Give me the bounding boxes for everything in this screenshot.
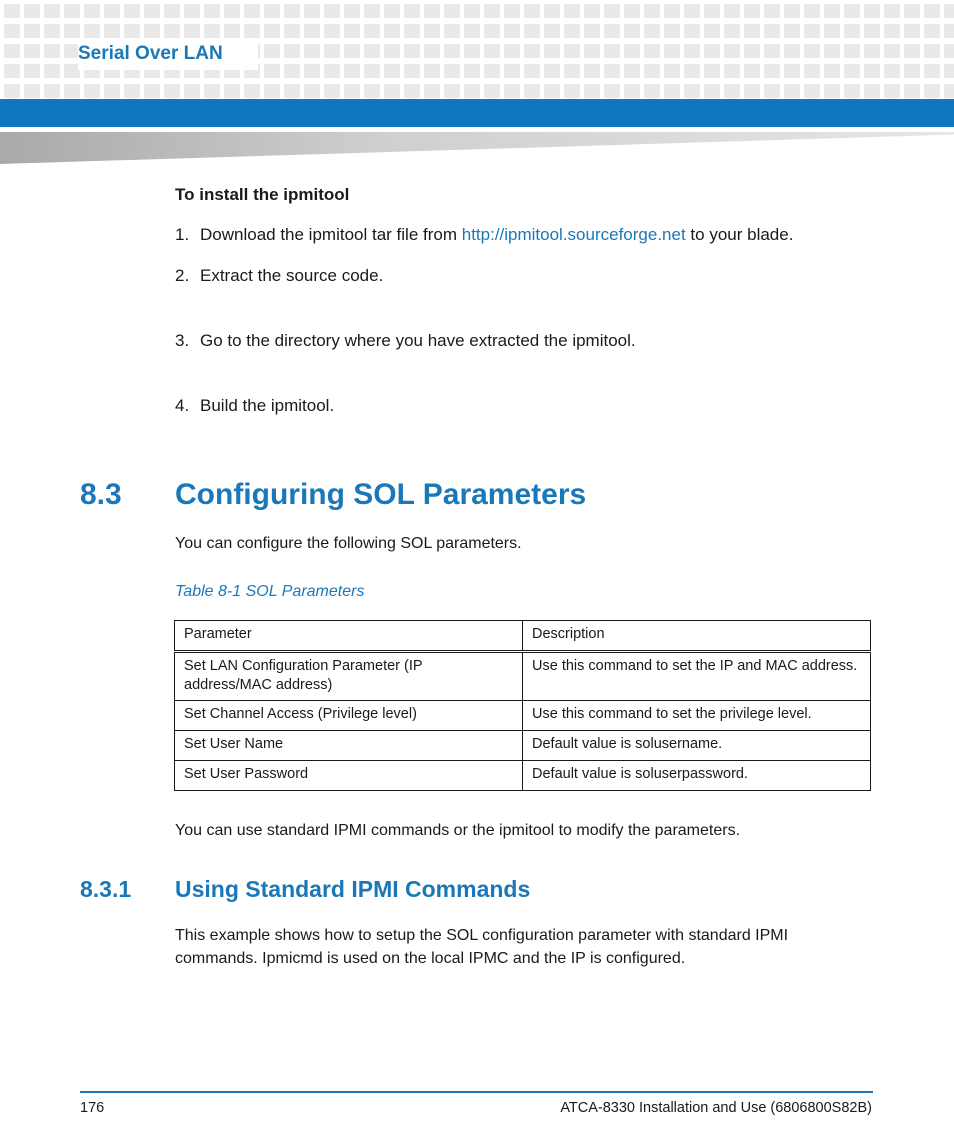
table-header-row — [175, 621, 871, 652]
step-number: 3. — [175, 331, 190, 350]
step-2 — [175, 266, 383, 286]
table-cell: Use this command to set the privilege level. — [523, 701, 871, 731]
step-text: Build the ipmitool. — [200, 396, 335, 415]
header-blue-bar — [0, 99, 954, 127]
table-row — [175, 652, 871, 701]
table-row — [175, 761, 871, 791]
table-header-cell: Parameter — [175, 621, 523, 652]
table-row — [175, 701, 871, 731]
subsection-number: 8.3.1 — [80, 876, 132, 902]
table-cell: Use this command to set the IP and MAC address. — [523, 652, 871, 701]
step-number: 4. — [175, 396, 190, 415]
table-cell: Default value is soluserpassword. — [523, 761, 871, 791]
footer-rule — [80, 1091, 873, 1093]
ipmitool-link[interactable]: http://ipmitool.sourceforge.net — [461, 225, 686, 244]
step-number: 2. — [175, 266, 190, 285]
table-cell: Set User Name — [175, 731, 523, 761]
table-header-cell: Description — [523, 621, 871, 652]
section-number: 8.3 — [80, 478, 122, 511]
subsection-heading — [80, 876, 530, 903]
table-row — [175, 731, 871, 761]
table-cell: Set Channel Access (Privilege level) — [175, 701, 523, 731]
step-1 — [175, 225, 793, 245]
subsection-paragraph: This example shows how to setup the SOL configuration parameter with standard IPMI commands. Ipmicmd is used on the local IPMC and the IP is configured. — [175, 927, 789, 967]
header-grey-swoosh — [0, 132, 954, 164]
document-title: ATCA-8330 Installation and Use (6806800S82B) — [560, 1100, 872, 1116]
step-4 — [175, 396, 334, 416]
table-caption: Table 8-1 SOL Parameters — [175, 583, 365, 600]
section-intro: You can configure the following SOL parameters. — [175, 535, 522, 552]
step-3 — [175, 331, 636, 351]
step-text: Download the ipmitool tar file from — [200, 225, 462, 244]
table-cell: Set User Password — [175, 761, 523, 791]
sol-parameters-table — [174, 620, 871, 791]
section-title: Configuring SOL Parameters — [175, 478, 587, 511]
subsection-title: Using Standard IPMI Commands — [175, 876, 531, 902]
step-text: to your blade. — [685, 225, 794, 244]
running-header-section: Serial Over LAN — [78, 38, 258, 70]
step-text: Go to the directory where you have extracted the ipmitool. — [200, 331, 636, 350]
install-heading: To install the ipmitool — [175, 185, 350, 204]
table-cell: Default value is solusername. — [523, 731, 871, 761]
after-table-text: You can use standard IPMI commands or the ipmitool to modify the parameters. — [175, 822, 741, 839]
table-cell: Set LAN Configuration Parameter (IP address/MAC address) — [175, 652, 523, 701]
page-number: 176 — [80, 1100, 105, 1116]
step-number: 1. — [175, 225, 190, 244]
section-heading — [80, 478, 586, 512]
step-text: Extract the source code. — [200, 266, 384, 285]
